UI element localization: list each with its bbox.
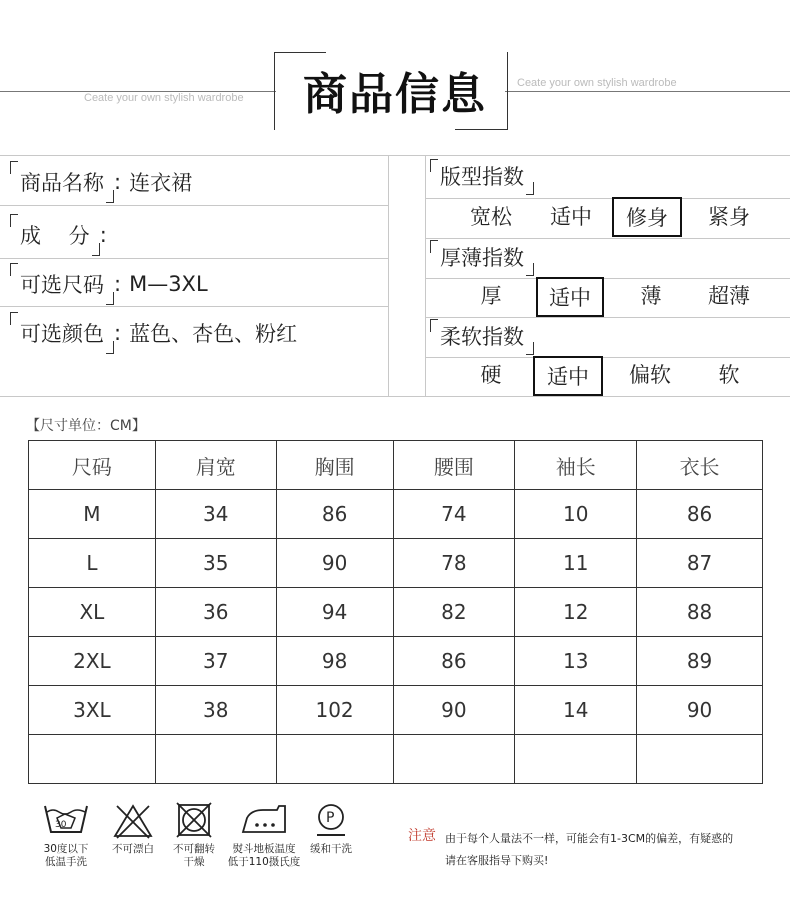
care-label: 熨斗地板温度: [232, 843, 296, 855]
notice-text: [445, 828, 775, 872]
table-cell: 74: [393, 490, 515, 539]
size-table-header-row: [29, 441, 763, 490]
table-cell: 102: [276, 686, 393, 735]
softness-index-title: 柔软指数: [430, 321, 536, 351]
table-cell: 87: [637, 539, 763, 588]
colors-label: 可选颜色: [10, 318, 116, 348]
table-cell: 13: [515, 637, 637, 686]
info-row-composition: [10, 220, 115, 250]
care-no-bleach: [103, 800, 163, 856]
colors-value: 蓝色、杏色、粉红: [129, 322, 298, 346]
header-subtitle-right: Ceate your own stylish wardrobe: [517, 77, 677, 89]
info-top-rule: [0, 155, 790, 156]
fit-option-regular: 适中: [550, 205, 592, 229]
sizes-value: M—3XL: [129, 272, 208, 296]
header-cell: 肩宽: [155, 441, 276, 490]
care-label: 干燥: [183, 856, 205, 868]
info-bottom-rule: [0, 396, 790, 397]
header-cell: 尺码: [29, 441, 156, 490]
thickness-option-ultra-thin: 超薄: [708, 284, 750, 308]
fit-option-loose: 宽松: [470, 205, 512, 229]
table-cell: [276, 735, 393, 784]
table-cell: [515, 735, 637, 784]
care-iron-low: [222, 800, 306, 869]
page-title: 商品信息: [303, 69, 487, 120]
index-left-divider: [425, 155, 426, 397]
notice-label: 注意: [408, 828, 436, 844]
thickness-option-medium-selected: 适中: [536, 277, 604, 317]
table-cell: [393, 735, 515, 784]
index-divider: [425, 238, 790, 239]
no-bleach-icon: [111, 800, 155, 840]
size-table: [28, 440, 763, 784]
care-label: 缓和干洗: [310, 843, 352, 855]
softness-option-medium-selected: 适中: [533, 356, 603, 396]
table-cell: 90: [393, 686, 515, 735]
table-cell: 86: [637, 490, 763, 539]
fit-option-tight: 紧身: [708, 205, 750, 229]
care-label: 低于110摄氏度: [227, 856, 301, 868]
table-row-empty: [29, 735, 763, 784]
info-divider: [0, 205, 388, 206]
table-row: [29, 637, 763, 686]
table-cell: L: [29, 539, 156, 588]
care-label: 低温手洗: [45, 856, 87, 868]
table-row: [29, 686, 763, 735]
table-cell: [29, 735, 156, 784]
notice-line: 请在客服指导下购买!: [445, 854, 549, 867]
fit-option-slim-selected: 修身: [612, 197, 682, 237]
info-divider: [0, 306, 388, 307]
header-cell: 胸围: [276, 441, 393, 490]
header-cell: 衣长: [637, 441, 763, 490]
table-cell: 2XL: [29, 637, 156, 686]
table-cell: 37: [155, 637, 276, 686]
header-cell: 腰围: [393, 441, 515, 490]
table-cell: 78: [393, 539, 515, 588]
table-cell: M: [29, 490, 156, 539]
table-cell: 94: [276, 588, 393, 637]
hand-wash-30-icon: [41, 800, 91, 840]
iron-low-icon: [235, 800, 293, 840]
table-cell: 11: [515, 539, 637, 588]
table-cell: 10: [515, 490, 637, 539]
care-hand-wash: [36, 800, 96, 869]
table-cell: [637, 735, 763, 784]
sizes-label: 可选尺码: [10, 269, 116, 299]
table-row: [29, 588, 763, 637]
table-cell: 34: [155, 490, 276, 539]
name-value: 连衣裙: [129, 171, 193, 195]
table-cell: 3XL: [29, 686, 156, 735]
info-center-divider: [388, 155, 389, 397]
table-cell: 35: [155, 539, 276, 588]
table-cell: 82: [393, 588, 515, 637]
separator: :: [99, 223, 107, 247]
table-cell: [155, 735, 276, 784]
table-cell: 86: [276, 490, 393, 539]
table-cell: 86: [393, 637, 515, 686]
thickness-option-thin: 薄: [640, 284, 662, 308]
softness-option-slightly-soft: 偏软: [629, 363, 671, 387]
care-no-tumble-dry: [166, 800, 222, 869]
info-row-colors: [10, 318, 297, 348]
table-cell: 88: [637, 588, 763, 637]
header-cell: 袖长: [515, 441, 637, 490]
softness-option-soft: 软: [718, 363, 740, 387]
table-cell: 90: [637, 686, 763, 735]
notice-line: 由于每个人量法不一样，可能会有1-3CM的偏差，有疑惑的: [445, 832, 734, 845]
header-rule-right: [505, 91, 790, 92]
separator: :: [114, 321, 122, 345]
table-row: [29, 490, 763, 539]
care-label: 不可翻转: [173, 843, 215, 855]
index-divider: [425, 317, 790, 318]
softness-option-hard: 硬: [480, 363, 502, 387]
no-tumble-dry-icon: [174, 800, 214, 840]
table-row: [29, 539, 763, 588]
separator: :: [114, 170, 122, 194]
size-unit-note: 【尺寸单位：CM】: [26, 418, 146, 434]
info-row-sizes: [10, 269, 208, 299]
table-cell: 12: [515, 588, 637, 637]
table-cell: 38: [155, 686, 276, 735]
table-cell: 98: [276, 637, 393, 686]
fit-index-title: 版型指数: [430, 161, 536, 191]
table-cell: 14: [515, 686, 637, 735]
table-cell: 36: [155, 588, 276, 637]
composition-label: 成 分: [10, 220, 102, 250]
care-label: 30度以下: [43, 843, 89, 855]
info-row-name: [10, 167, 192, 197]
header-subtitle-left: Ceate your own stylish wardrobe: [84, 92, 244, 104]
table-cell: XL: [29, 588, 156, 637]
svg-text:P: P: [326, 810, 335, 826]
table-cell: 90: [276, 539, 393, 588]
svg-text:30: 30: [55, 820, 67, 830]
thickness-index-title: 厚薄指数: [430, 242, 536, 272]
separator: :: [114, 272, 122, 296]
thickness-option-thick: 厚: [480, 284, 502, 308]
care-dry-clean: [303, 800, 359, 856]
table-cell: 89: [637, 637, 763, 686]
dry-clean-p-icon: [311, 800, 351, 840]
name-label: 商品名称: [10, 167, 116, 197]
info-divider: [0, 258, 388, 259]
care-label: 不可漂白: [112, 843, 154, 855]
